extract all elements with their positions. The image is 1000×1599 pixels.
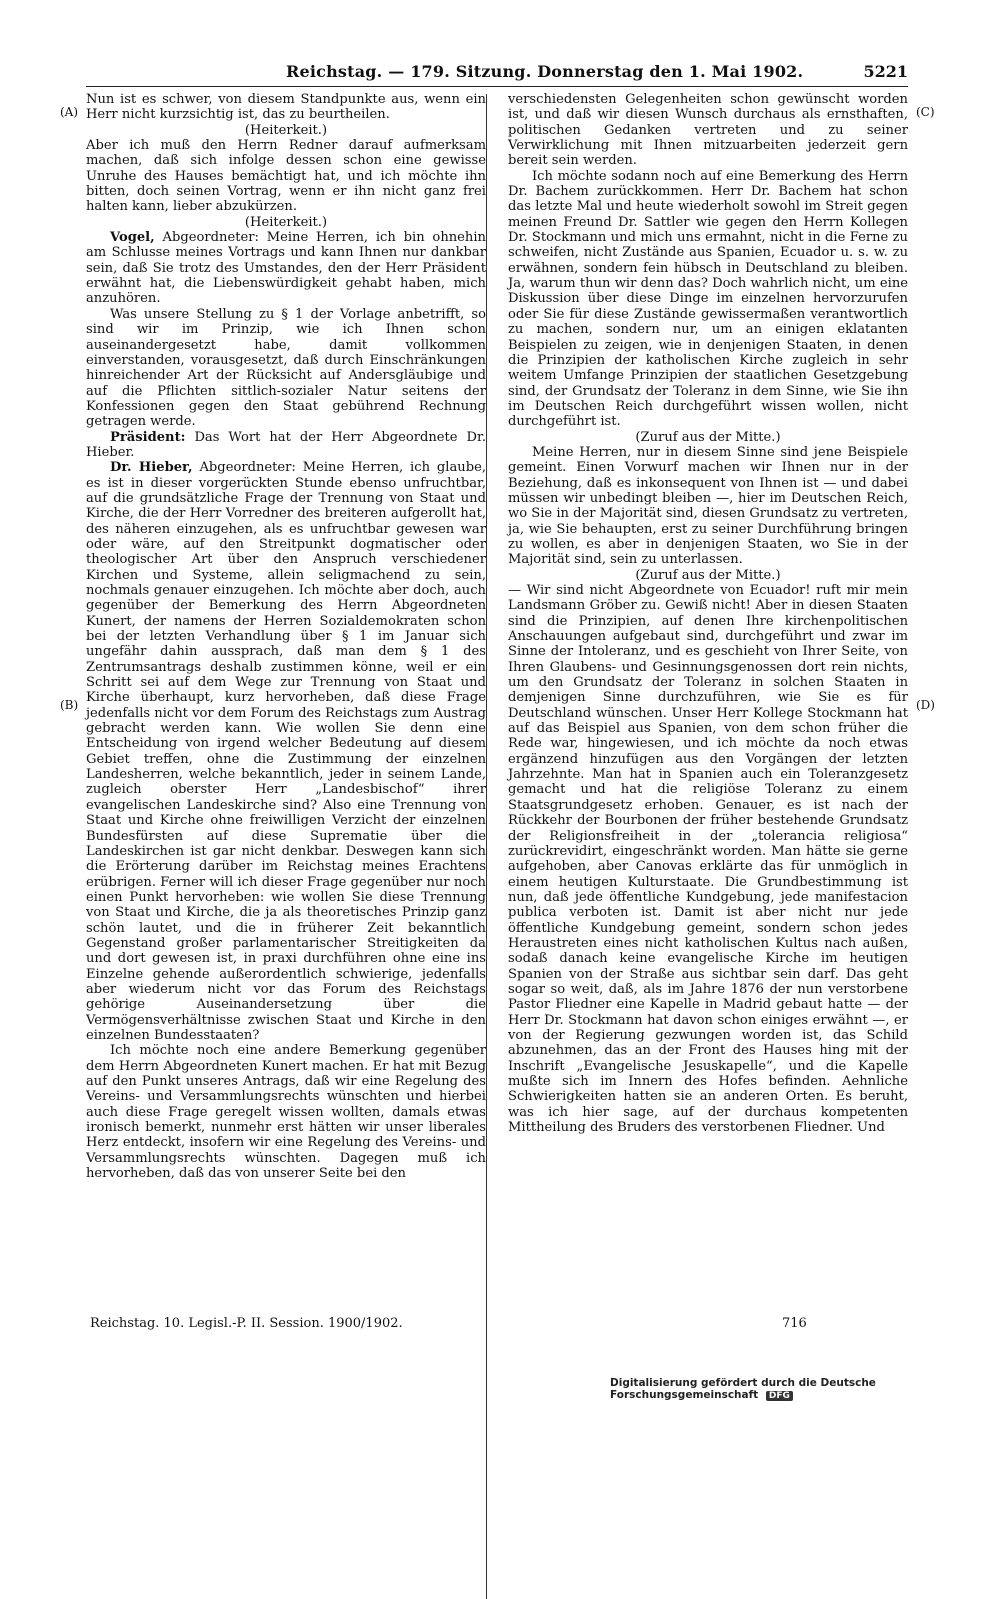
speaker-name: Dr. Hieber, xyxy=(110,460,193,476)
speech-text: Abgeordneter: Meine Herren, ich bin ohnehin am Schlusse meines Vortrags und kann Ihnen nur dankbar sein, daß Sie trotz des Umstandes, den der Herr Präsident erwähnt hat, die Liebenswürdigkeit gehabt haben, mich anzuhören. xyxy=(86,230,486,307)
paragraph: Ich möchte sodann noch auf eine Bemerkung des Herrn Dr. Bachem zurückkommen. Herr Dr. Bachem hat schon das letzte Mal und heute wiederholt sowohl im Streit gegen meinen Freund Dr. Sattler wie gegen den Herrn Kollegen Dr. Stockmann und mich uns ermahnt, nicht in die Ferne zu schweifen, nicht Zustände aus Spanien, Ecuador u. s. w. zu erwähnen, sondern fein hübsch in Deutschland zu bleiben. Ja, warum thun wir denn das? Doch wahrlich nicht, um eine Diskussion über diese Dinge im einzelnen hervorzurufen oder Sie für diese Zustände gewissermaßen verantwortlich zu machen, sondern nur, um an einigen eklatanten Beispielen zu zeigen, wie in denjenigen Staaten, in denen die Prinzipien der katholischen Kirche zugleich in sehr weitem Umfange Prinzipien der staatlichen Gesetzgebung sind, der Grundsatz der Toleranz in dem Sinne, wie Sie ihn im Deutschen Reich durchgeführt wissen wollen, nicht durchgeführt ist. xyxy=(508,168,908,430)
column-divider xyxy=(486,94,487,1599)
page-number: 5221 xyxy=(863,62,908,81)
footer-sheet-number: 716 xyxy=(782,1316,807,1331)
interjection: (Heiterkeit.) xyxy=(244,122,328,138)
speech-paragraph xyxy=(86,460,486,1043)
interjection: (Heiterkeit.) xyxy=(244,214,328,230)
dfg-credit xyxy=(610,1377,998,1401)
margin-mark-b: (B) xyxy=(60,698,79,712)
speech-text: Das Wort hat der Herr Abgeordnete Dr. Hieber. xyxy=(86,429,486,460)
paragraph: Aber ich muß den Herrn Redner darauf aufmerksam machen, daß sich infolge dessen schon eine gewisse Unruhe des Hauses bemächtigt hat, und ich möchte ihn bitten, doch seinen Vortrag, wenn er ihn nicht ganz frei halten kann, lieber abzukürzen. xyxy=(86,138,486,215)
margin-mark-d: (D) xyxy=(916,698,935,712)
paragraph: verschiedensten Gelegenheiten schon gewünscht worden ist, und daß wir diesen Wunsch durchaus als ernsthaften, politischen Gedanken vertreten und zu seiner Verwirklichung mit Ihnen mitzuarbeiten jederzeit gern bereit sein werden. xyxy=(508,92,908,169)
paragraph: Ich möchte noch eine andere Bemerkung gegenüber dem Herrn Abgeordneten Kunert machen. Er hat mit Bezug auf den Punkt unseres Antrags, daß wir eine Regelung des Vereins- und Versammlungsrechts wünschten und hierbei auch diese Frage geregelt wissen wollten, damals etwas ironisch bemerkt, nunmehr erst hätten wir unser liberales Herz entdeckt, insofern wir eine Regelung des Vereins- und Versammlungsrechts wünschten. Dagegen muß ich hervorheben, daß das von unserer Seite bei den xyxy=(86,1043,486,1182)
interjection: (Zuruf aus der Mitte.) xyxy=(635,429,781,445)
paragraph: Was unsere Stellung zu § 1 der Vorlage anbetrifft, so sind wir im Prinzip, wie ich Ihnen schon auseinandergesetzt habe, damit vollkommen einverstanden, vorausgesetzt, daß durch Einschränkungen hinreichender Art der Rücksicht auf Andersgläubige und auf die Pflichten sittlich-sozialer Natur seitens der Konfessionen gegen den Staat gebührend Rechnung getragen werde. xyxy=(86,306,486,430)
speaker-name: Präsident: xyxy=(110,429,186,445)
speech-paragraph xyxy=(86,230,486,307)
dfg-logo: DFG xyxy=(766,1391,793,1401)
speech-paragraph xyxy=(86,430,486,461)
margin-mark-c: (C) xyxy=(916,105,935,119)
speech-text: Abgeordneter: Meine Herren, ich glaube, es ist in dieser vorgerückten Stunde ebenso unfruchtbar, auf die grundsätzliche Frage der Trennung von Staat und Kirche, die der Herr Vorredner des breiteren aufgerollt hat, des näheren einzugehen, als es unfruchtbar gewesen war oder wäre, auf den Streitpunkt dogmatischer oder theologischer Art über den Anspruch verschiedener Kirchen und Systeme, allein seligmachend zu sein, nochmals genauer einzugehen. Ich möchte aber doch, auch gegenüber der Bemerkung des Herrn Abgeordneten Kunert, der namens der Herren Sozialdemokraten schon bei der letzten Verhandlung über § 1 im Januar sich ungefähr dahin aussprach, daß man dem § 1 des Zentrumsantrags deshalb zustimmen könne, weil er ein Schritt sei auf dem Wege zur Trennung von Staat und Kirche überhaupt, kurz hervorheben, daß diese Frage jedenfalls nicht vor dem Forum des Reichstags zum Austrag gebracht werden kann. Wie wollen Sie denn eine Entscheidung von irgend welcher Bedeutung auf diesem Gebiet treffen, ohne die Zustimmung der einzelnen Landesherren, welche bekanntlich, jeder in seinem Lande, zugleich oberster Herr „Landesbischof“ ihrer evangelischen Landeskirche sind? Also eine Trennung von Staat und Kirche ohne freiwilligen Verzicht der einzelnen Bundesfürsten auf diese Suprematie über die Landeskirchen ist gar nicht denkbar. Deswegen kann sich die Erörterung darüber im Reichstag meines Erachtens erübrigen. Ferner will ich dieser Frage gegenüber nur noch einen Punkt hervorheben: wie wollen Sie diese Trennung von Staat und Kirche, die ja als theoretisches Prinzip ganz schön lautet, und die in früherer Zeit bekanntlich Gegenstand großer parlamentarischer Streitigkeiten da und dort gewesen ist, in praxi durchführen ohne eine ins Einzelne gehende außerordentlich schwierige, jedenfalls aber wiederum nicht vor das Forum des Reichstags gehörige Auseinandersetzung über die Vermögensverhältnisse zwischen Staat und Kirche in den einzelnen Bundesstaaten? xyxy=(86,460,487,1043)
paragraph: Meine Herren, nur in diesem Sinne sind jene Beispiele gemeint. Einen Vorwurf machen wir Ihnen nur in der Beziehung, daß es inkonsequent von Ihnen ist — und dabei müssen wir unbedingt bleiben —, hier im Deutschen Reich, wo Sie in der Majorität sind, diesen Grundsatz zu vertreten, ja, wie Sie behaupten, erst zu seiner Durchführung bringen zu wollen, es aber in denjenigen Staaten, wo Sie in der Majorität sind, sein zu unterlassen. xyxy=(508,444,908,568)
header-rule xyxy=(86,86,908,87)
paragraph: — Wir sind nicht Abgeordnete von Ecuador! ruft mir mein Landsmann Gröber zu. Gewiß nicht! Aber in diesen Staaten sind die Prinzipien, auf denen Ihre kirchenpolitischen Anschauungen aufgebaut sind, durchgeführt und zwar im Sinne der Intoleranz, und es geschieht von Ihrer Seite, von Ihren Glaubens- und Gesinnungsgenossen dort rein nichts, um den Grundsatz der Toleranz in solchen Staaten in demjenigen Sinne durchzuführen, wie Sie es für Deutschland wünschen. Unser Herr Kollege Stockmann hat auf das Beispiel aus Spanien, von dem schon früher die Rede war, hingewiesen, und ich möchte da noch etwas ergänzend hinzufügen aus den Vorgängen der letzten Jahrzehnte. Man hat in Spanien auch ein Toleranzgesetz gemacht und hat die religiöse Toleranz zu einem Staatsgrundgesetz erhoben. Genauer, es ist nach der Rückkehr der Bourbonen der früher bestehende Grundsatz der Religionsfreiheit in der „tolerancia religiosa“ zurückrevidirt, eingeschränkt worden. Man hätte sie gerne aufgehoben, aber Canovas erklärte das für unmöglich in einem heutigen Kulturstaate. Die Grundbestimmung ist nun, daß jede öffentliche Kundgebung, jede manifestacion publica verboten ist. Damit ist aber nicht nur jede öffentliche Kundgebung gemeint, sondern schon jedes Heraustreten eines nicht katholischen Kultus nach außen, sodaß danach keine evangelische Kirche im heutigen Spanien von der Straße aus sichtbar sein darf. Das geht sogar so weit, daß, als im Jahre 1876 der nun verstorbene Pastor Fliedner eine Kapelle in Madrid gebaut hatte — der Herr Dr. Stockmann hat davon schon einiges erwähnt —, er von der Regierung gezwungen worden ist, das Schild abzunehmen, das an der Front des Hauses hing mit der Inschrift „Evangelische Jesuskapelle“, und die Kapelle mußte sich im Innern des Hofes befinden. Aehnliche Schwierigkeiten hatten sie an anderen Orten. Es beruht, was ich hier sage, auf der durchaus kompetenten Mittheilung des Bruders des verstorbenen Fliedner. Und xyxy=(508,583,908,1136)
interjection: (Zuruf aus der Mitte.) xyxy=(635,567,781,583)
speaker-name: Vogel, xyxy=(110,230,155,246)
paragraph: Nun ist es schwer, von diesem Standpunkte aus, wenn ein Herr nicht kurzsichtig ist, das zu beurtheilen. xyxy=(86,92,486,123)
page-header xyxy=(86,62,908,84)
margin-mark-a: (A) xyxy=(60,105,79,119)
dfg-credit-text: Digitalisierung gefördert durch die Deutsche Forschungsgemeinschaft xyxy=(610,1377,876,1401)
left-column xyxy=(86,92,486,1181)
page-title: Reichstag. — 179. Sitzung. Donnerstag den 1. Mai 1902. xyxy=(286,62,804,81)
right-column xyxy=(508,92,908,1135)
footer-session-info: Reichstag. 10. Legisl.-P. II. Session. 1900/1902. xyxy=(90,1316,403,1331)
